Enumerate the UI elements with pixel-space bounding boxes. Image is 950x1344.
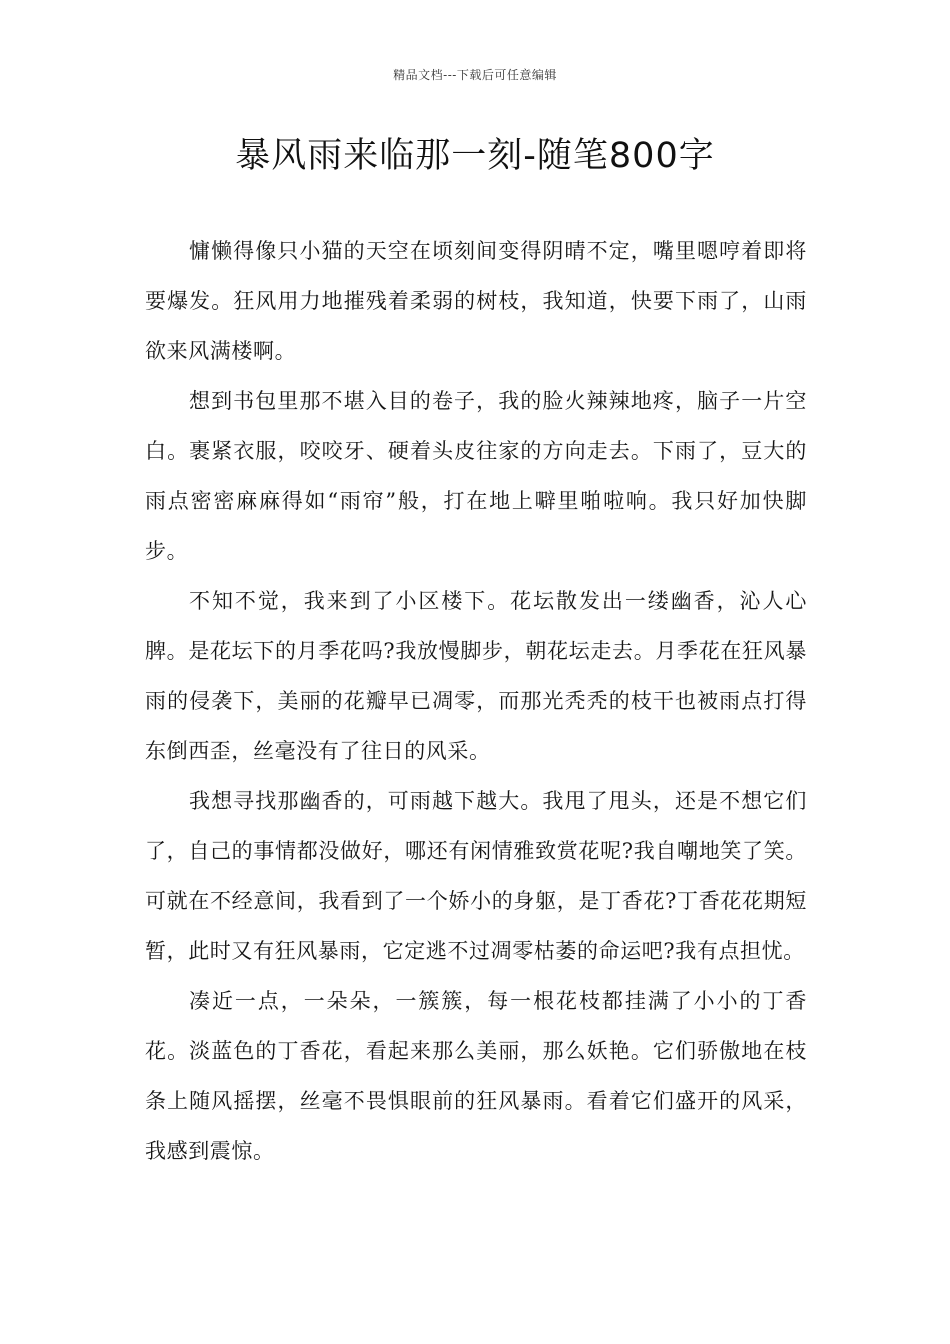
- paragraph-1: 慵懒得像只小猫的天空在顷刻间变得阴晴不定，嘴里嗯哼着即将要爆发。狂风用力地摧残着柔弱的树枝，我知道，快要下雨了，山雨欲来风满楼啊。: [145, 239, 807, 363]
- paragraph-3: 不知不觉，我来到了小区楼下。花坛散发出一缕幽香，沁人心脾。是花坛下的月季花吗?我放慢脚步，朝花坛走去。月季花在狂风暴雨的侵袭下，美丽的花瓣早已凋零，而那光秃秃的枝干也被雨点打得东倒西歪，丝毫没有了往日的风采。: [145, 589, 807, 763]
- paragraph-2: 想到书包里那不堪入目的卷子，我的脸火辣辣地疼，脑子一片空白。裹紧衣服，咬咬牙、硬着头皮往家的方向走去。下雨了，豆大的雨点密密麻麻得如“雨帘”般，打在地上噼里啪啦响。我只好加快脚步。: [145, 389, 807, 563]
- header-note: 精品文档---下载后可任意编辑: [393, 68, 557, 82]
- document-title: 暴风雨来临那一刻-随笔800字: [235, 136, 715, 176]
- paragraph-5: 凑近一点，一朵朵，一簇簇，每一根花枝都挂满了小小的丁香花。淡蓝色的丁香花，看起来那么美丽，那么妖艳。它们骄傲地在枝条上随风摇摆，丝毫不畏惧眼前的狂风暴雨。看着它们盛开的风采，我感到震惊。: [145, 989, 807, 1163]
- document-body: [145, 226, 807, 1176]
- paragraph-4: 我想寻找那幽香的，可雨越下越大。我甩了甩头，还是不想它们了，自己的事情都没做好，哪还有闲情雅致赏花呢?我自嘲地笑了笑。可就在不经意间，我看到了一个娇小的身躯，是丁香花?丁香花花期短暂，此时又有狂风暴雨，它定逃不过凋零枯萎的命运吧?我有点担忧。: [145, 789, 807, 963]
